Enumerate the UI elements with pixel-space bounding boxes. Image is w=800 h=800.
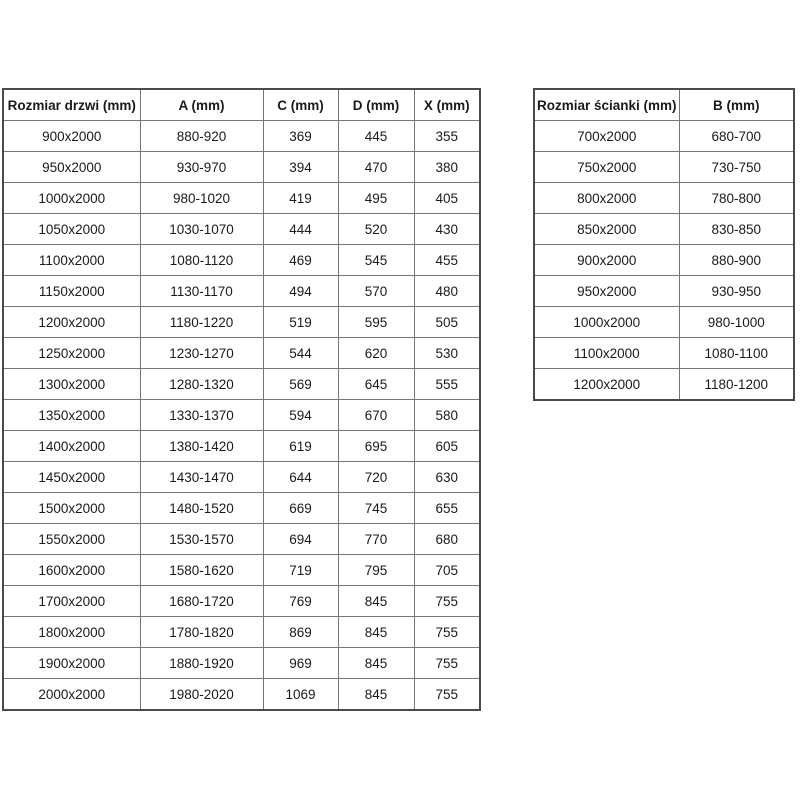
table-cell: 680 [414,524,480,555]
table-cell: 1600x2000 [3,555,140,586]
table-cell: 445 [338,121,414,152]
table-cell: 1980-2020 [140,679,263,711]
table-cell: 1300x2000 [3,369,140,400]
table-cell: 444 [263,214,338,245]
table-cell: 720 [338,462,414,493]
table-cell: 580 [414,400,480,431]
table-cell: 755 [414,679,480,711]
table-cell: 780-800 [679,183,794,214]
table-cell: 1050x2000 [3,214,140,245]
table-cell: 845 [338,679,414,711]
wall-panel-dimensions-table [533,88,795,401]
table-cell: 1450x2000 [3,462,140,493]
table-row [3,121,480,152]
table-cell: 845 [338,617,414,648]
table-cell: 2000x2000 [3,679,140,711]
table-cell: 719 [263,555,338,586]
table-cell: 1000x2000 [534,307,679,338]
table-cell: 595 [338,307,414,338]
table-cell: 1780-1820 [140,617,263,648]
table-cell: 980-1000 [679,307,794,338]
table-cell: 544 [263,338,338,369]
table-cell: 520 [338,214,414,245]
table-cell: 730-750 [679,152,794,183]
table-cell: 930-950 [679,276,794,307]
table-cell: 694 [263,524,338,555]
table-cell: 1180-1220 [140,307,263,338]
table-cell: 605 [414,431,480,462]
table-body [3,121,480,711]
column-header: B (mm) [679,89,794,121]
table-cell: 569 [263,369,338,400]
table-cell: 755 [414,586,480,617]
table-row [3,276,480,307]
table-cell: 380 [414,152,480,183]
table-row [534,338,794,369]
table-row [3,462,480,493]
table-cell: 1550x2000 [3,524,140,555]
table-row [3,400,480,431]
table-cell: 394 [263,152,338,183]
table-cell: 969 [263,648,338,679]
table-cell: 1100x2000 [3,245,140,276]
table-cell: 930-970 [140,152,263,183]
table-cell: 750x2000 [534,152,679,183]
column-header: Rozmiar drzwi (mm) [3,89,140,121]
table-cell: 850x2000 [534,214,679,245]
table-header [534,89,794,121]
table-cell: 950x2000 [3,152,140,183]
table-row [3,183,480,214]
table-row [3,214,480,245]
table-cell: 470 [338,152,414,183]
table-row [3,307,480,338]
table-row [3,245,480,276]
table-cell: 355 [414,121,480,152]
table-cell: 680-700 [679,121,794,152]
table-cell: 1230-1270 [140,338,263,369]
table-cell: 495 [338,183,414,214]
table-cell: 880-900 [679,245,794,276]
table-row [3,369,480,400]
table-cell: 1150x2000 [3,276,140,307]
table-cell: 1680-1720 [140,586,263,617]
table-cell: 1200x2000 [3,307,140,338]
table-row [534,214,794,245]
table-cell: 1900x2000 [3,648,140,679]
table-cell: 1250x2000 [3,338,140,369]
table-cell: 619 [263,431,338,462]
table-cell: 670 [338,400,414,431]
table-cell: 594 [263,400,338,431]
table-cell: 405 [414,183,480,214]
table-cell: 1400x2000 [3,431,140,462]
table-cell: 1100x2000 [534,338,679,369]
table-row [3,617,480,648]
table-cell: 1580-1620 [140,555,263,586]
table-row [3,152,480,183]
table-cell: 644 [263,462,338,493]
table-row [3,493,480,524]
table-cell: 900x2000 [534,245,679,276]
table-cell: 1000x2000 [3,183,140,214]
table-cell: 800x2000 [534,183,679,214]
table-cell: 1800x2000 [3,617,140,648]
column-header: A (mm) [140,89,263,121]
table-row [3,338,480,369]
table-cell: 745 [338,493,414,524]
table-cell: 795 [338,555,414,586]
header-row [3,89,480,121]
table-cell: 1430-1470 [140,462,263,493]
table-cell: 950x2000 [534,276,679,307]
column-header: Rozmiar ścianki (mm) [534,89,679,121]
table-cell: 1180-1200 [679,369,794,401]
table-cell: 480 [414,276,480,307]
table-cell: 545 [338,245,414,276]
table-cell: 645 [338,369,414,400]
table-cell: 700x2000 [534,121,679,152]
table-cell: 570 [338,276,414,307]
door-dimensions-table [2,88,481,711]
table-cell: 494 [263,276,338,307]
table-cell: 845 [338,648,414,679]
table-cell: 830-850 [679,214,794,245]
table-row [534,307,794,338]
table-body [534,121,794,401]
table-cell: 469 [263,245,338,276]
column-header: C (mm) [263,89,338,121]
table-row [534,183,794,214]
table-cell: 770 [338,524,414,555]
table-cell: 1080-1100 [679,338,794,369]
table-cell: 1200x2000 [534,369,679,401]
table-cell: 1330-1370 [140,400,263,431]
table-row [534,152,794,183]
table-cell: 1530-1570 [140,524,263,555]
table-cell: 695 [338,431,414,462]
table-row [3,555,480,586]
table-cell: 620 [338,338,414,369]
table-cell: 1280-1320 [140,369,263,400]
column-header: D (mm) [338,89,414,121]
table-cell: 845 [338,586,414,617]
table-cell: 1480-1520 [140,493,263,524]
column-header: X (mm) [414,89,480,121]
table-cell: 519 [263,307,338,338]
table-cell: 1130-1170 [140,276,263,307]
table-cell: 755 [414,648,480,679]
table-row [3,586,480,617]
table-cell: 1880-1920 [140,648,263,679]
table-cell: 1700x2000 [3,586,140,617]
table-cell: 1500x2000 [3,493,140,524]
table-cell: 419 [263,183,338,214]
table-cell: 669 [263,493,338,524]
table-cell: 630 [414,462,480,493]
table-cell: 369 [263,121,338,152]
table-cell: 705 [414,555,480,586]
table-cell: 755 [414,617,480,648]
table-cell: 1380-1420 [140,431,263,462]
table-row [534,369,794,401]
table-cell: 869 [263,617,338,648]
table-cell: 455 [414,245,480,276]
table-cell: 530 [414,338,480,369]
table-row [3,431,480,462]
table-cell: 1030-1070 [140,214,263,245]
table-cell: 655 [414,493,480,524]
table-row [534,245,794,276]
table-cell: 980-1020 [140,183,263,214]
table-cell: 505 [414,307,480,338]
header-row [534,89,794,121]
table-row [534,276,794,307]
table-row [3,679,480,711]
table-cell: 430 [414,214,480,245]
table-cell: 769 [263,586,338,617]
table-row [534,121,794,152]
table-row [3,648,480,679]
table-cell: 880-920 [140,121,263,152]
table-cell: 900x2000 [3,121,140,152]
table-cell: 555 [414,369,480,400]
table-cell: 1069 [263,679,338,711]
table-header [3,89,480,121]
table-cell: 1350x2000 [3,400,140,431]
table-cell: 1080-1120 [140,245,263,276]
table-row [3,524,480,555]
